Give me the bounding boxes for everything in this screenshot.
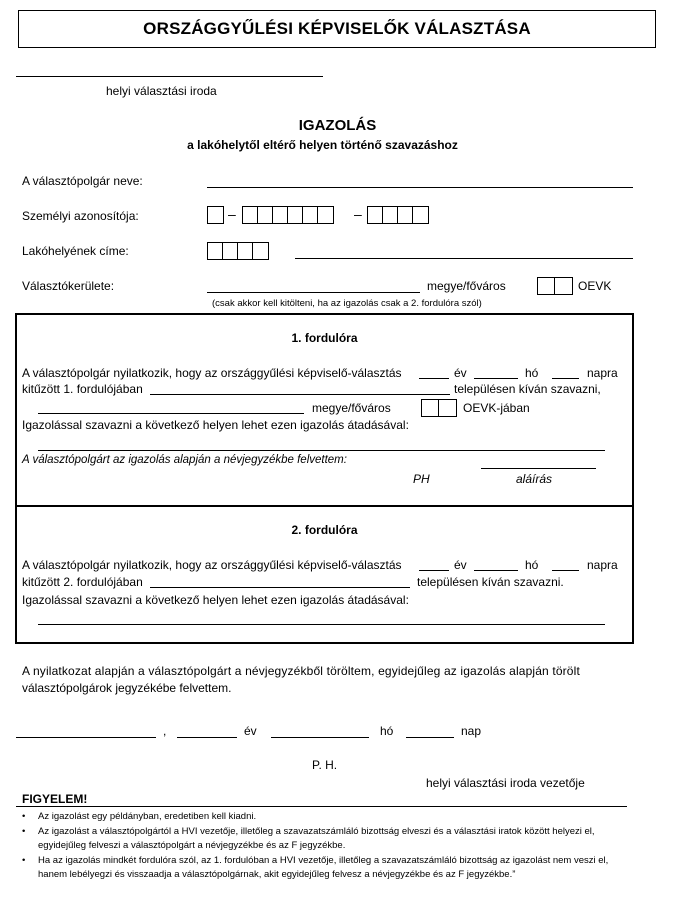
- round1-settlement-field[interactable]: [150, 394, 450, 395]
- round2-month-label: hó: [525, 558, 539, 572]
- certificate-title: IGAZOLÁS: [298, 117, 377, 134]
- date-place-field[interactable]: [16, 737, 156, 738]
- id-field-sex[interactable]: [207, 206, 224, 224]
- notice-item: • Az igazolást a választópolgártól a HVI vezetője, illetőleg a szavazatszámláló bizottság elveszi és a választási iratok között helyezi el, egyidejűleg felveszi a választópolgárt a névjegyzékbe és az F jegyzékbe.: [22, 825, 630, 853]
- certificate-subtitle: a lakóhelytől eltérő helyen történő szavazáshoz: [187, 138, 458, 152]
- round1-location-text: Igazolással szavazni a következő helyen lehet ezen igazolás átadásával:: [22, 418, 409, 432]
- office-head-label: helyi választási iroda vezetője: [426, 776, 585, 790]
- id-dash-1: –: [228, 206, 236, 222]
- round1-signature-label: aláírás: [516, 472, 553, 486]
- notice-divider: [16, 806, 627, 807]
- round2-statement: A választópolgár nyilatkozik, hogy az országgyűlési képviselő-választás: [22, 558, 402, 572]
- stamp-ph-label: P. H.: [312, 758, 338, 772]
- round1-location-field[interactable]: [38, 450, 605, 451]
- round1-year-field[interactable]: [419, 378, 449, 379]
- round1-month-field[interactable]: [474, 378, 518, 379]
- round2-location-text: Igazolással szavazni a következő helyen lehet ezen igazolás átadásával:: [22, 593, 409, 607]
- round1-day-field[interactable]: [552, 378, 579, 379]
- round1-signature-line[interactable]: [481, 468, 596, 469]
- date-month-field[interactable]: [271, 737, 369, 738]
- form-title: ORSZÁGGYŰLÉSI KÉPVISELŐK VÁLASZTÁSA: [18, 10, 656, 48]
- round1-oevk-field[interactable]: [421, 399, 457, 417]
- round2-location-field[interactable]: [38, 624, 605, 625]
- round2-settlement-field[interactable]: [150, 587, 410, 588]
- date-year-label: év: [244, 724, 257, 738]
- round1-heading: 1. fordulóra: [291, 331, 358, 345]
- date-year-field[interactable]: [177, 737, 237, 738]
- round2-day-field[interactable]: [552, 570, 579, 571]
- office-name-line[interactable]: [16, 76, 323, 77]
- round2-day-label: napra: [587, 558, 618, 572]
- notice-heading: FIGYELEM!: [22, 792, 88, 806]
- notice-list: [22, 810, 630, 883]
- round1-day-label: napra: [587, 366, 618, 380]
- notice-item: • Ha az igazolás mindkét fordulóra szól, az 1. fordulóban a HVI vezetője, illetőleg a szavazatszámláló bizottság az igazolást nem veszi el, hanem lebélyegzi és visszaadja a választópolgárnak, akit egyidejűleg felvesz a névjegyzékbe és az F jegyzékbe.”: [22, 854, 630, 882]
- round1-settlement-text: településen kíván szavazni,: [454, 382, 601, 396]
- address-field[interactable]: [295, 258, 633, 259]
- name-label: A választópolgár neve:: [22, 174, 143, 188]
- date-month-label: hó: [380, 724, 394, 738]
- declaration-line-2: választópolgárok jegyzékébe felvettem.: [22, 681, 232, 695]
- id-label: Személyi azonosítója:: [22, 209, 139, 223]
- address-label: Lakóhelyének címe:: [22, 244, 129, 258]
- round1-oevk-label: OEVK-jában: [463, 401, 530, 415]
- round1-round-text: kitűzött 1. fordulójában: [22, 382, 143, 396]
- name-field[interactable]: [207, 187, 633, 188]
- id-field-date[interactable]: [242, 206, 334, 224]
- date-comma: ,: [163, 724, 167, 738]
- round2-settlement-text: településen kíván szavazni.: [417, 575, 564, 589]
- id-dash-2: –: [354, 206, 362, 222]
- office-label: helyi választási iroda: [106, 84, 217, 98]
- round2-heading: 2. fordulóra: [291, 523, 358, 537]
- round1-ph-label: PH: [413, 472, 430, 486]
- round1-county-label: megye/főváros: [312, 401, 391, 415]
- date-day-field[interactable]: [406, 737, 454, 738]
- district-county-label: megye/főváros: [427, 279, 506, 293]
- notice-item: • Az igazolást egy példányban, eredetiben kell kiadni.: [22, 810, 630, 824]
- district-county-field[interactable]: [207, 292, 420, 293]
- date-day-label: nap: [461, 724, 482, 738]
- round1-year-label: év: [454, 366, 467, 380]
- postal-code-field[interactable]: [207, 242, 269, 260]
- round1-county-field[interactable]: [38, 413, 304, 414]
- round2-year-field[interactable]: [419, 570, 449, 571]
- declaration-line-1: A nyilatkozat alapján a választópolgárt a névjegyzékből töröltem, egyidejűleg az igazolás alapján törölt: [22, 664, 580, 678]
- round2-month-field[interactable]: [474, 570, 518, 571]
- district-oevk-field[interactable]: [537, 277, 573, 295]
- district-label: Választókerülete:: [22, 279, 115, 293]
- round1-registry-note: A választópolgárt az igazolás alapján a névjegyzékbe felvettem:: [22, 454, 347, 466]
- round1-month-label: hó: [525, 366, 539, 380]
- round2-round-text: kitűzött 2. fordulójában: [22, 575, 143, 589]
- district-note: (csak akkor kell kitölteni, ha az igazolás csak a 2. fordulóra szól): [212, 298, 482, 309]
- district-oevk-label: OEVK: [578, 279, 612, 293]
- id-field-serial[interactable]: [367, 206, 429, 224]
- round1-statement: A választópolgár nyilatkozik, hogy az országgyűlési képviselő-választás: [22, 366, 402, 380]
- round2-year-label: év: [454, 558, 467, 572]
